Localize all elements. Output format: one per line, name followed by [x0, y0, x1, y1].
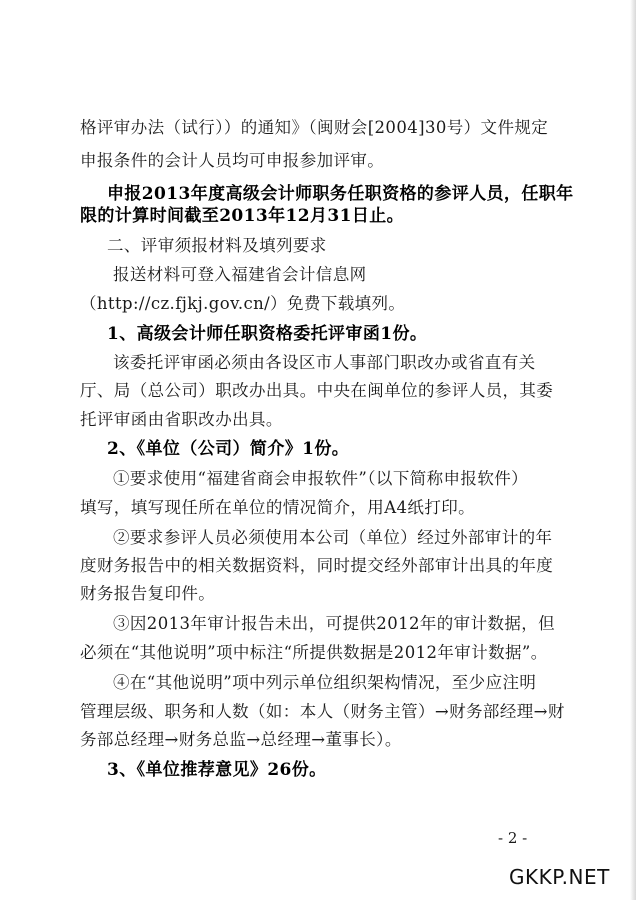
text-line: ①要求使用“福建省商会申报软件”（以下简称申报软件）: [113, 469, 529, 488]
text-line: 托评审函由省职改办出具。: [80, 410, 283, 429]
page-number: - 2 -: [498, 829, 528, 847]
text-line-bold: 申报2013年度高级会计师职务任职资格的参评人员，任职年: [107, 184, 574, 204]
item-heading: 2、《单位（公司）简介》1份。: [107, 439, 350, 459]
text-line: 报送材料可登入福建省会计信息网: [113, 265, 367, 284]
item-heading: 1、高级会计师任职资格委托评审函1份。: [107, 324, 428, 344]
section-heading: 二、评审须报材料及填列要求: [107, 236, 327, 255]
text-line: 必须在“其他说明”项中标注“所提供数据是2012年审计数据”。: [80, 643, 548, 662]
text-line: 厅、局（总公司）职改办出具。中央在闽单位的参评人员，其委: [80, 381, 554, 400]
text-line: 管理层级、职务和人数（如：本人（财务主管）→财务部经理→财: [80, 702, 565, 721]
scan-edge-shadow: [630, 0, 636, 900]
text-line: ②要求参评人员必须使用本公司（单位）经过外部审计的年: [113, 528, 553, 547]
text-line: 申报条件的会计人员均可申报参加评审。: [80, 151, 385, 170]
text-line: ④在“其他说明”项中列示单位组织架构情况，至少应注明: [113, 673, 537, 692]
text-line: 该委托评审函必须由各设区市人事部门职改办或省直有关: [113, 353, 536, 372]
text-line: 格评审办法（试行））的通知》（闽财会[2004]30号）文件规定: [80, 118, 549, 137]
text-line: 填写，填写现任所在单位的情况简介，用A4纸打印。: [80, 498, 476, 517]
text-line-bold: 限的计算时间截至2013年12月31日止。: [80, 206, 405, 226]
text-line: 度财务报告中的相关数据资料，同时提交经外部审计出具的年度: [80, 556, 554, 575]
item-heading: 3、《单位推荐意见》26份。: [107, 760, 327, 780]
text-line: （http://cz.fjkj.gov.cn/）免费下载填列。: [80, 294, 406, 313]
watermark-logo: GKKP.NET: [509, 865, 610, 889]
text-line: ③因2013年审计报告未出，可提供2012年的审计数据，但: [113, 614, 556, 633]
text-line: 务部总经理→财务总监→总经理→董事长）。: [80, 730, 402, 749]
text-line: 财务报告复印件。: [80, 584, 216, 603]
